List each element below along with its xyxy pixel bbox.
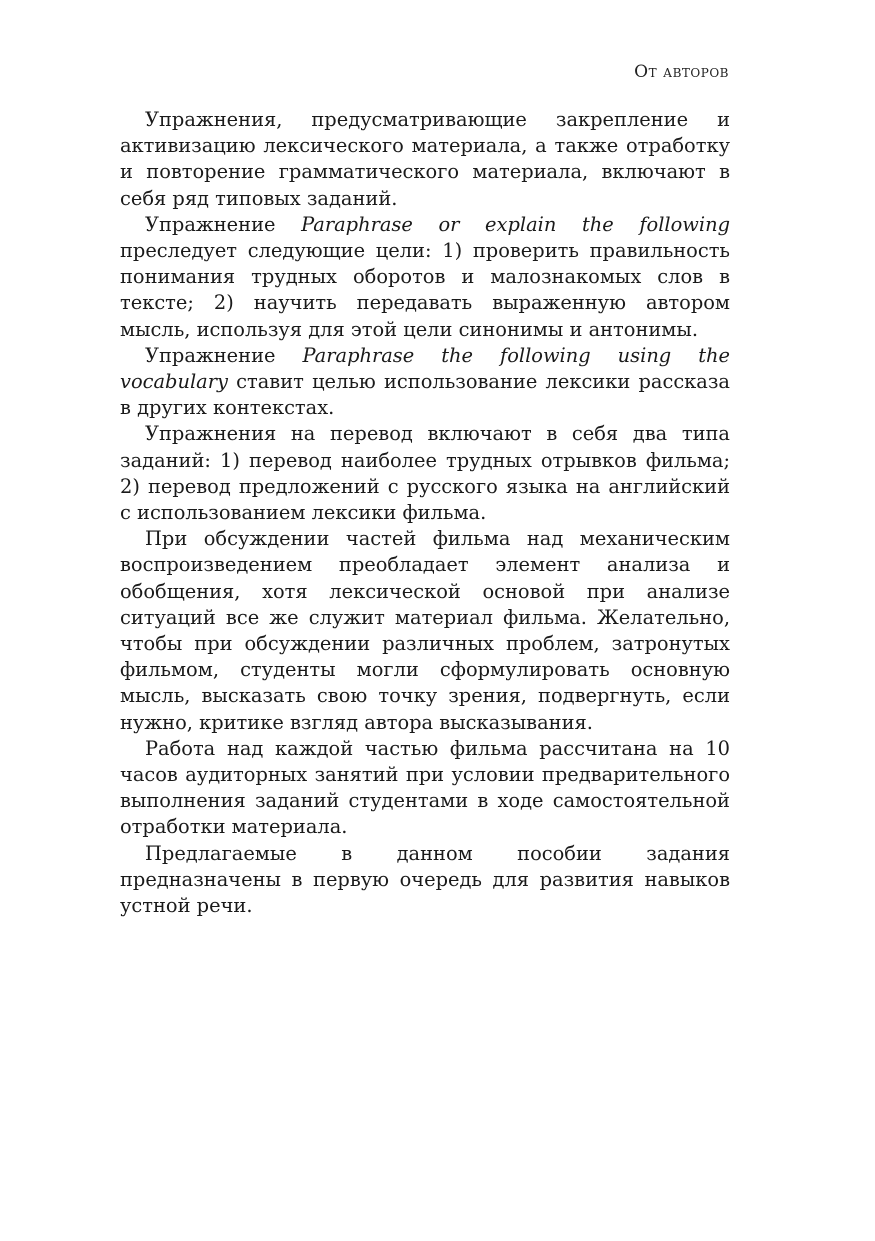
- paragraph-3-after: ставит целью использование лексики рассказа в других контекстах.: [120, 370, 730, 420]
- paragraph-7: Предлагаемые в данном пособии задания предназначены в первую очередь для развития навыков устной речи.: [120, 841, 730, 918]
- paragraph-2-italic-term: Paraphrase or explain the following: [301, 212, 730, 236]
- paragraph-6: Работа над каждой частью фильма рассчитана на 10 часов аудиторных занятий при условии предварительного выполнения заданий студентами в ходе самостоятельной отработки материала.: [120, 736, 730, 839]
- paragraph-2-after: преследует следующие цели: 1) проверить правильность понимания трудных оборотов и малознакомых слов в тексте; 2) научить передавать выраженную автором мысль, используя для этой цели синонимы и антонимы.: [120, 239, 730, 341]
- paragraph-1: Упражнения, предусматривающие закрепление и активизацию лексического материала, а также отработку и повторение грамматического материала, включают в себя ряд типовых заданий.: [120, 108, 730, 210]
- paragraph-3: [120, 343, 730, 422]
- paragraph-3-before: Упражнение: [145, 343, 303, 367]
- paragraph-3-italic-term: Paraphrase the following using the vocabulary: [120, 343, 730, 394]
- paragraph-2: [120, 212, 730, 343]
- paragraph-5: При обсуждении частей фильма над механическим воспроизведением преобладает элемент анализа и обобщения, хотя лексической основой при анализе ситуаций все же служит материал фильма. Желательно, чтобы при обсуждении различных проблем, затронутых фильмом, студенты могли сформулировать основную мысль, высказать свою точку зрения, подвергнуть, если нужно, критике взгляд автора высказывания.: [120, 527, 730, 734]
- paragraph-4: Упражнения на перевод включают в себя два типа заданий: 1) перевод наиболее трудных отрывков фильма; 2) перевод предложений с русского языка на английский с использованием лексики фильма.: [120, 422, 730, 525]
- paragraph-2-before: Упражнение: [145, 212, 302, 236]
- running-head: От авторов: [634, 62, 729, 82]
- body-text: [120, 107, 730, 919]
